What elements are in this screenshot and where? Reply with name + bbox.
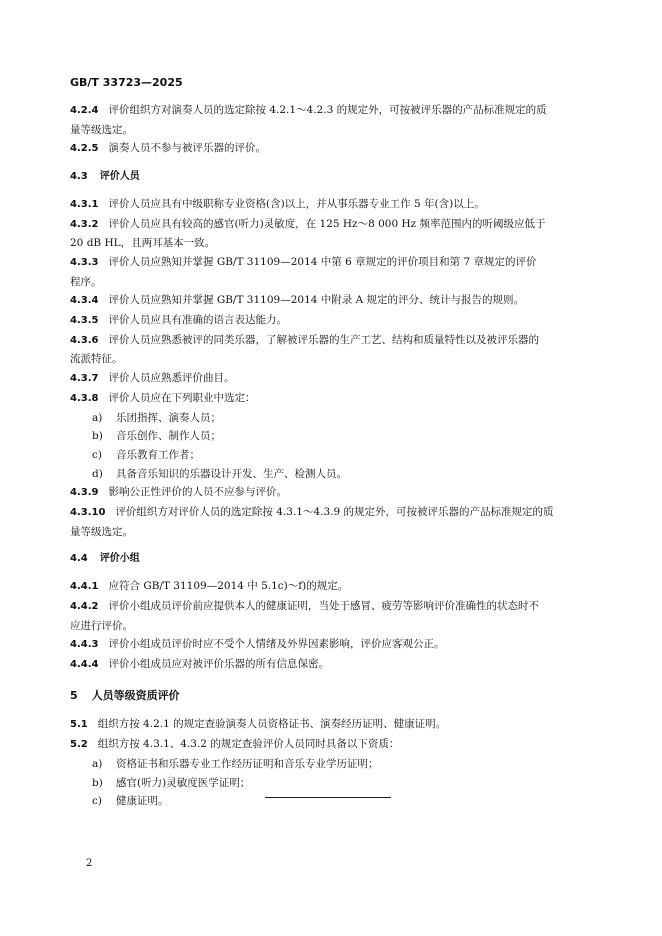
clause — [70, 735, 590, 755]
list-item-text: 健康证明。 — [116, 795, 169, 808]
list-item-label: a) — [92, 411, 103, 424]
clause-number: 4.3.8 — [70, 392, 99, 404]
clause — [70, 715, 590, 735]
list-item — [70, 792, 590, 811]
clause-text: 评价人员应具有准确的语言表达能力。 — [108, 314, 287, 327]
list-item — [70, 446, 590, 465]
list-item — [70, 774, 590, 793]
clause-continuation: 20 dB HL，且两耳基本一致。 — [70, 237, 216, 250]
list-item-text: 具备音乐知识的乐器设计开发、生产、检测人员。 — [116, 467, 347, 480]
clause-text: 评价小组成员评价时应不受个人情绪及外界因素影响，评价应客观公正。 — [108, 638, 445, 651]
clause — [70, 503, 590, 523]
list-item-text: 资格证书和乐器专业工作经历证明和音乐专业学历证明； — [116, 757, 379, 770]
clause — [70, 577, 590, 597]
list-item-label: b) — [92, 430, 103, 443]
clause-text: 评价人员应熟知并掌握 GB/T 31109—2014 中附录 A 规定的评分、统计与报告的规则。 — [108, 294, 525, 307]
clause-text: 评价人员应具有中级职称专业资格(含)以上，并从事乐器专业工作 5 年(含)以上。 — [108, 197, 485, 210]
heading-number: 4.3 — [70, 171, 88, 183]
clause — [70, 389, 590, 409]
clause-number: 4.4.4 — [70, 658, 99, 670]
clause — [70, 253, 590, 273]
clause-number: 4.3.1 — [70, 198, 99, 210]
clause-text: 评价组织方对演奏人员的选定除按 4.2.1～4.2.3 的规定外，可按被评乐器的产品标准规定的质 — [108, 104, 547, 116]
heading-number: 5 — [70, 688, 78, 702]
clause-number: 4.4.3 — [70, 639, 99, 651]
clause-number: 4.3.10 — [70, 507, 106, 519]
clause-continuation: 应进行评价。 — [70, 619, 133, 632]
list-item — [70, 409, 590, 428]
clause — [70, 597, 590, 617]
section-heading — [70, 168, 590, 187]
document-body — [70, 101, 590, 811]
list-item-text: 音乐教育工作者； — [116, 448, 200, 461]
clause-text: 组织方按 4.2.1 的规定查验演奏人员资格证书、演奏经历证明、健康证明。 — [97, 718, 447, 731]
clause — [70, 215, 590, 235]
list-item-label: c) — [92, 448, 102, 461]
list-item-text: 乐团指挥、演奏人员； — [116, 411, 221, 424]
page-number: 2 — [86, 858, 93, 869]
clause-continuation: 量等级选定。 — [70, 123, 133, 136]
clause — [70, 101, 590, 121]
clause-text: 组织方按 4.3.1、4.3.2 的规定查验评价人员同时具备以下资质： — [97, 738, 400, 751]
clause-text: 评价小组成员评价前应提供本人的健康证明，当处于感冒、疲劳等影响评价准确性的状态时不 — [108, 599, 539, 612]
clause — [70, 369, 590, 389]
list-item — [70, 755, 590, 774]
clause — [70, 331, 590, 351]
clause-number: 4.3.2 — [70, 218, 99, 230]
list-item-label: d) — [92, 467, 103, 480]
clause-text: 演奏人员不参与被评乐器的评价。 — [108, 142, 266, 155]
heading-text: 评价小组 — [99, 553, 140, 565]
clause-number: 4.3.7 — [70, 373, 99, 385]
clause-text: 评价组织方对评价人员的选定除按 4.3.1～4.3.9 的规定外，可按被评乐器的产品标准规定的质 — [115, 506, 554, 519]
clause-number: 4.2.4 — [70, 105, 99, 116]
heading-number: 4.4 — [70, 553, 88, 565]
end-rule — [265, 797, 391, 798]
list-item-text: 音乐创作、制作人员； — [116, 430, 221, 443]
clause-continuation: 量等级选定。 — [70, 525, 133, 538]
clause — [70, 139, 590, 159]
clause-text: 应符合 GB/T 31109—2014 中 5.1c)～f)的规定。 — [108, 580, 349, 593]
clause-number: 4.2.5 — [70, 143, 99, 155]
section-heading — [70, 550, 590, 569]
clause — [70, 635, 590, 655]
clause-number: 4.3.9 — [70, 487, 99, 499]
clause-text: 影响公正性评价的人员不应参与评价。 — [108, 486, 287, 499]
clause-number: 4.4.2 — [70, 600, 99, 612]
clause — [70, 483, 590, 503]
clause-text: 评价人员应具有较高的感官(听力)灵敏度，在 125 Hz～8 000 Hz 频率范围内的听阈级应低于 — [108, 217, 546, 230]
heading-text: 人员等级资质评价 — [91, 688, 180, 702]
list-item-label: a) — [92, 757, 103, 770]
clause-number: 5.1 — [70, 719, 88, 731]
clause-number: 4.3.5 — [70, 315, 99, 327]
clause-number: 4.4.1 — [70, 581, 99, 593]
clause — [70, 195, 590, 215]
clause-continuation: 流派特征。 — [70, 353, 123, 366]
heading-text: 评价人员 — [99, 171, 140, 183]
clause-text: 评价人员应在下列职业中选定： — [108, 391, 256, 404]
clause — [70, 655, 590, 675]
list-item — [70, 465, 590, 484]
clause-text: 评价人员应熟知并掌握 GB/T 31109—2014 中第 6 章规定的评价项目和第 7 章规定的评价 — [108, 255, 537, 268]
clause-text: 评价人员应熟悉被评的同类乐器，了解被评乐器的生产工艺、结构和质量特性以及被评乐器的 — [108, 333, 539, 346]
clause-number: 4.3.3 — [70, 256, 99, 268]
clause — [70, 291, 590, 311]
clause-number: 5.2 — [70, 739, 88, 751]
clause-text: 评价人员应熟悉评价曲目。 — [108, 372, 235, 385]
list-item-text: 感官(听力)灵敏度医学证明； — [116, 776, 251, 789]
chapter-heading — [70, 687, 590, 706]
clause-continuation: 程序。 — [70, 275, 102, 288]
list-item — [70, 427, 590, 446]
standard-header: GB/T 33723—2025 — [70, 76, 183, 89]
list-item-label: b) — [92, 776, 103, 789]
list-item-label: c) — [92, 795, 102, 808]
clause — [70, 311, 590, 331]
clause-number: 4.3.6 — [70, 334, 99, 346]
clause-number: 4.3.4 — [70, 295, 99, 307]
clause-text: 评价小组成员应对被评价乐器的所有信息保密。 — [108, 657, 329, 670]
